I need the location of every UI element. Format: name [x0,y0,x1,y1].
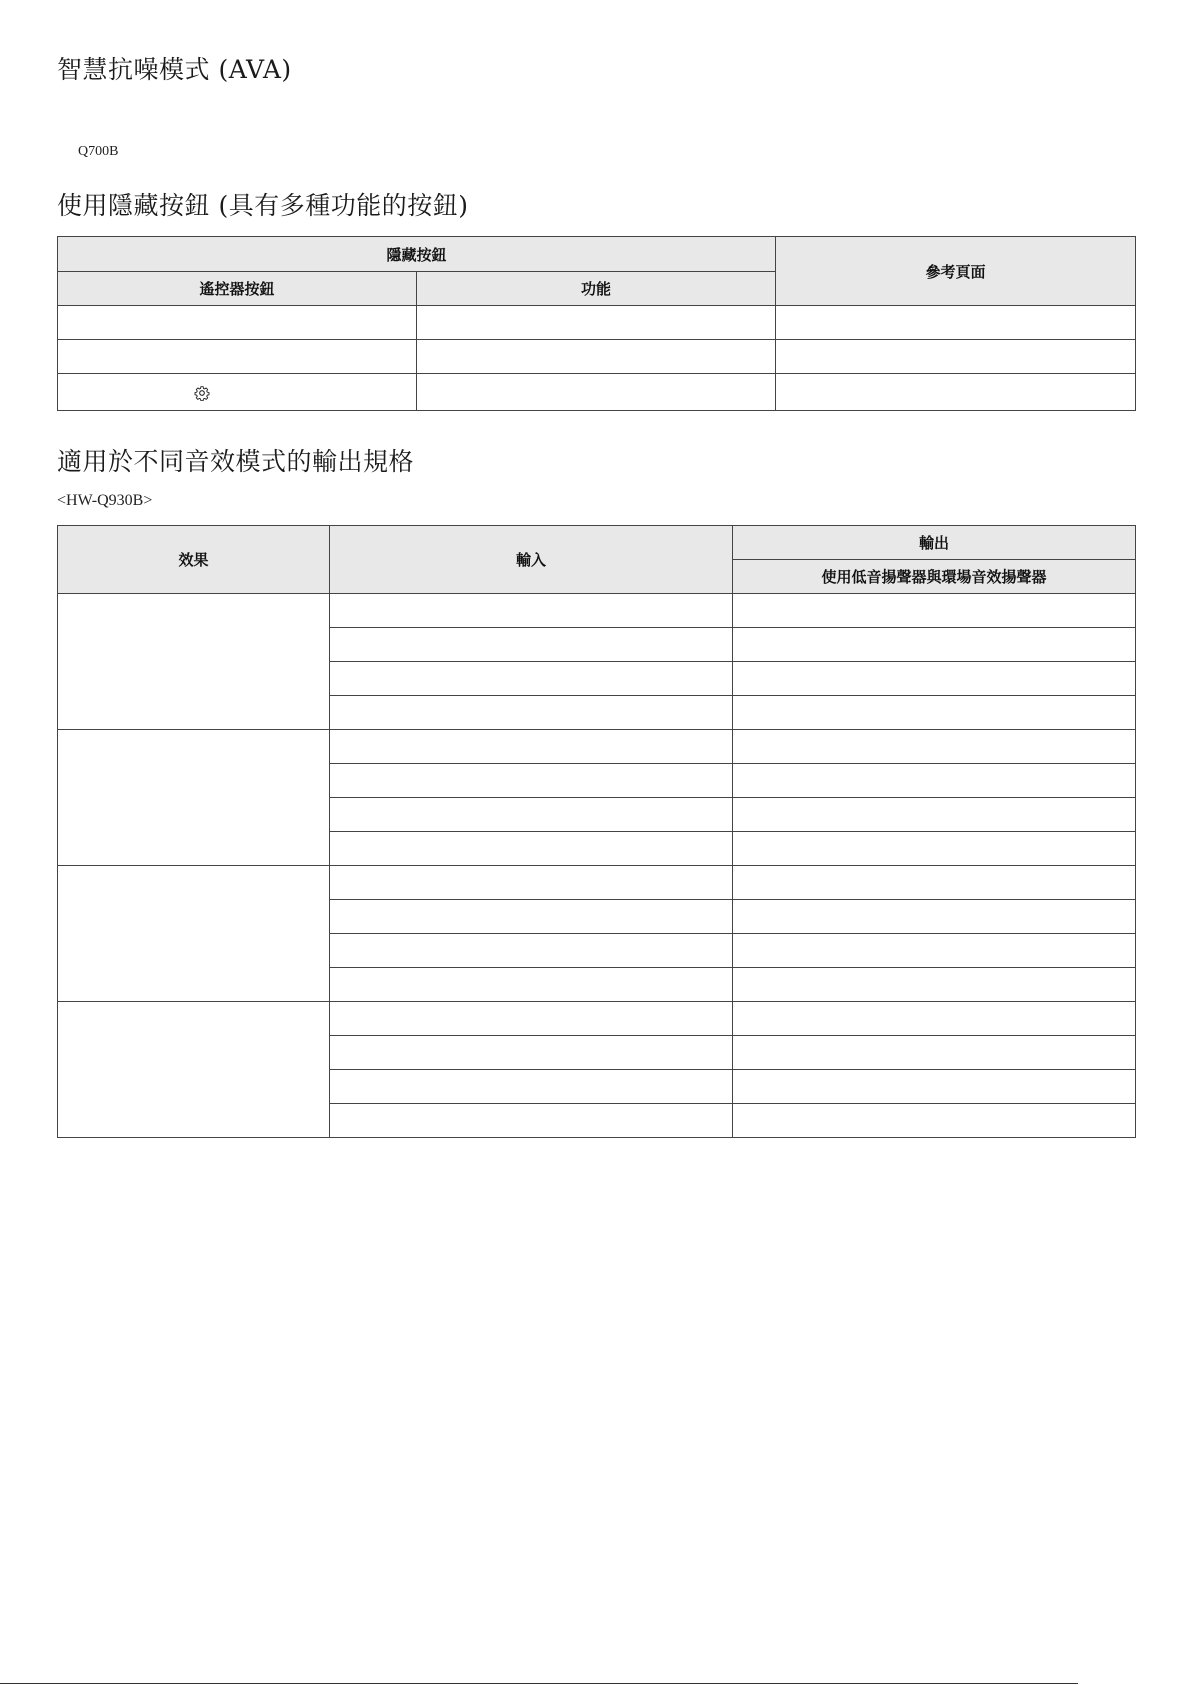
cell-input [330,968,733,1002]
cell-effect [58,594,330,730]
cell-input [330,900,733,934]
cell-ref [776,306,1136,340]
cell-input [330,798,733,832]
footer-rule [0,1683,1078,1684]
cell-output [733,696,1136,730]
table-row [58,1002,1136,1036]
cell-input [330,1070,733,1104]
cell-input [330,696,733,730]
cell-input [330,1002,733,1036]
cell-output [733,628,1136,662]
cell-output [733,1036,1136,1070]
table-row [58,594,1136,628]
table-row [58,866,1136,900]
header-hidden-buttons: 隱藏按鈕 [58,237,776,272]
header-input: 輸入 [330,526,733,594]
cell-ref [776,374,1136,411]
cell-input [330,832,733,866]
cell-output [733,1104,1136,1138]
cell-function [417,374,776,411]
cell-output [733,900,1136,934]
header-function: 功能 [417,272,776,306]
cell-output [733,662,1136,696]
header-output-sub: 使用低音揚聲器與環場音效揚聲器 [733,560,1136,594]
cell-input [330,594,733,628]
cell-output [733,1070,1136,1104]
cell-output [733,798,1136,832]
cell-output [733,968,1136,1002]
cell-output [733,594,1136,628]
table-row [58,730,1136,764]
cell-input [330,730,733,764]
section-title-hidden-buttons: 使用隱藏按鈕 (具有多種功能的按鈕) [57,191,469,220]
model-label: <HW-Q930B> [57,492,153,509]
output-spec-table [57,525,1136,1138]
table-header-row [58,526,1136,560]
cell-output [733,832,1136,866]
section-title-output-spec: 適用於不同音效模式的輸出規格 [57,447,415,476]
header-output: 輸出 [733,526,1136,560]
cell-input [330,866,733,900]
cell-output [733,866,1136,900]
cell-output [733,764,1136,798]
cell-input [330,662,733,696]
cell-output [733,1002,1136,1036]
cell-input [330,1104,733,1138]
header-effect: 效果 [58,526,330,594]
cell-input [330,764,733,798]
cell-remote [58,340,417,374]
table-row [58,340,1136,374]
gear-icon [194,385,210,401]
cell-input [330,1036,733,1070]
cell-output [733,730,1136,764]
cell-ref [776,340,1136,374]
cell-effect [58,866,330,1002]
cell-remote [58,374,417,411]
header-remote-button: 遙控器按鈕 [58,272,417,306]
table-row [58,374,1136,411]
hidden-buttons-table [57,236,1136,411]
section-title-ava: 智慧抗噪模式 (AVA) [57,55,292,84]
model-note: Q700B [78,144,119,159]
cell-function [417,306,776,340]
cell-effect [58,730,330,866]
cell-input [330,934,733,968]
cell-function [417,340,776,374]
header-reference-page: 參考頁面 [776,237,1136,306]
table-header-row [58,237,1136,272]
cell-input [330,628,733,662]
cell-remote [58,306,417,340]
cell-output [733,934,1136,968]
cell-effect [58,1002,330,1138]
table-row [58,306,1136,340]
